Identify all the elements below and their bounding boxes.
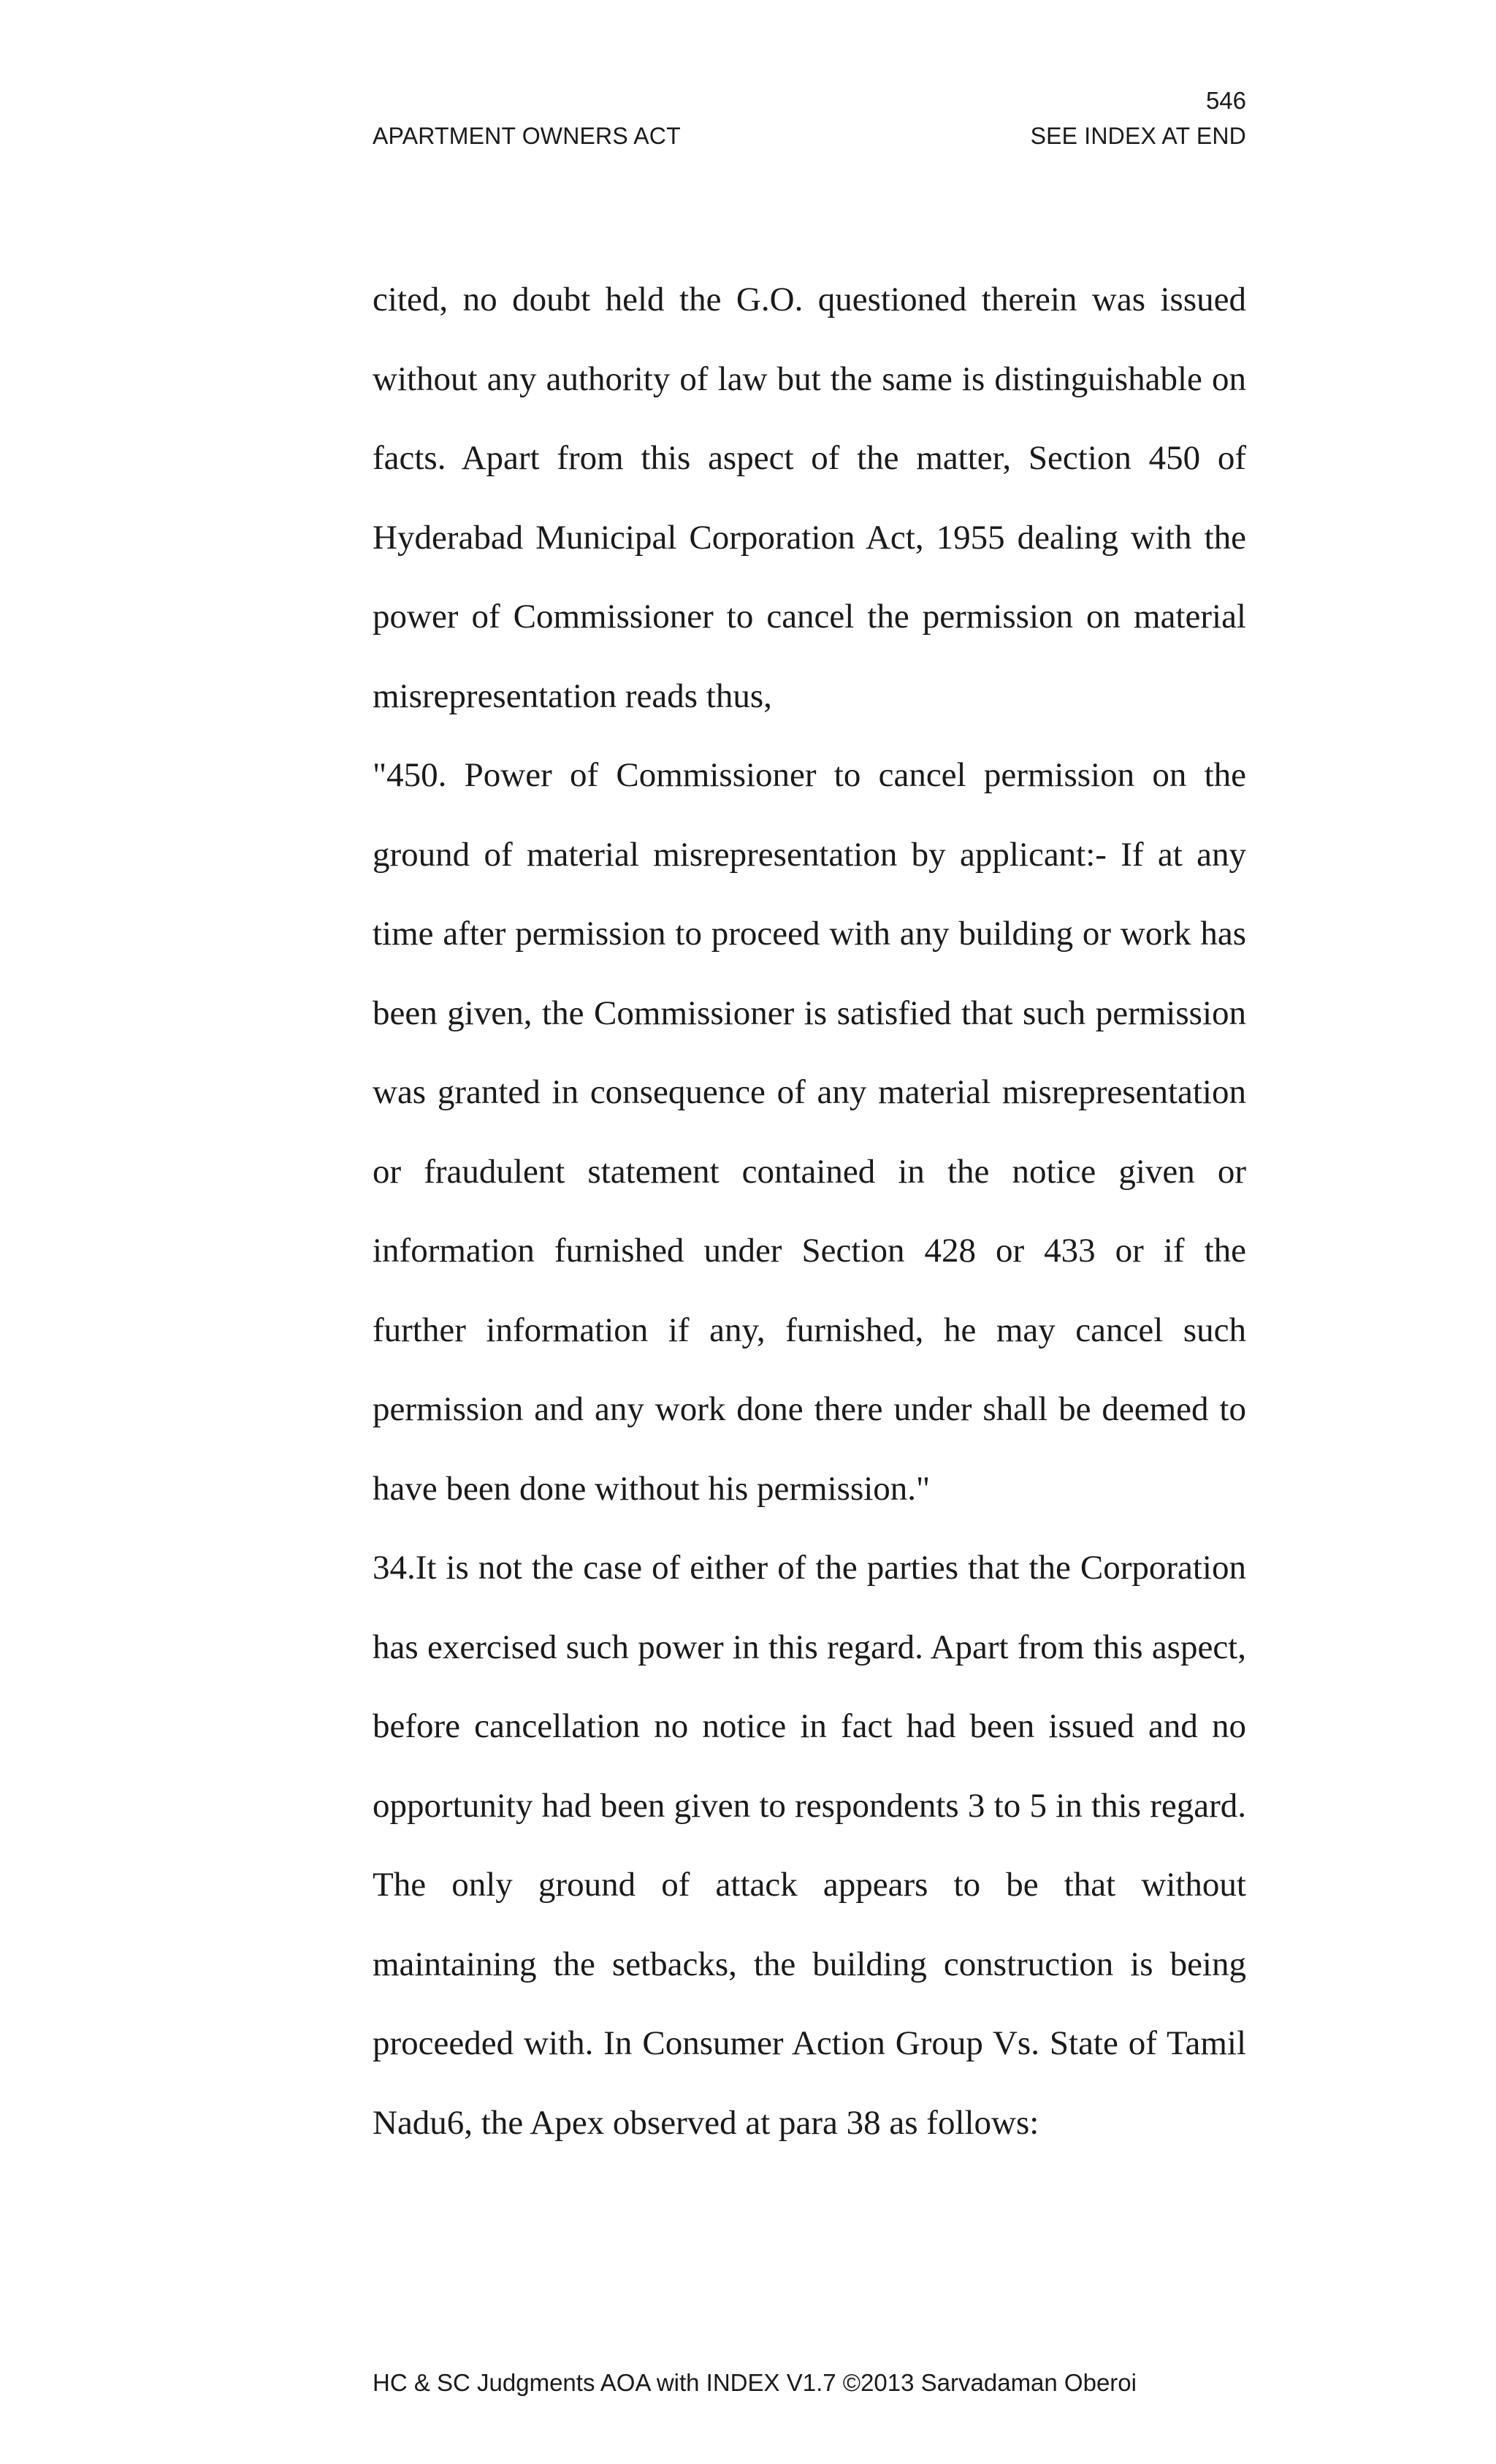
quoted-section-paragraph: "450. Power of Commissioner to cancel permission on the ground of material misrepresentation by applicant:- If at any time after permission to proceed with any building or work has been given, the Commissioner is satisfied that such permission was granted in consequence of any material misrepresentation or fraudulent statement contained in the notice given or information furnished under Section 428 or 433 or if the further information if any, furnished, he may cancel such permission and any work done there under shall be deemed to have been done without his permission." [373,756,1246,1508]
body-paragraph: 34.It is not the case of either of the parties that the Corporation has exercised such power in this regard. Apart from this aspect, before cancellation no notice in fact had been issued and no opportunity had been given to respondents 3 to 5 in this regard. The only ground of attack appears to be that without maintaining the setbacks, the building construction is being proceeded with. In Consumer Action Group Vs. State of Tamil Nadu6, the Apex observed at para 38 as follows: [373,1549,1246,2142]
page-number: 546 [1205,87,1246,114]
document-body [373,260,1246,2162]
header-right-note: SEE INDEX AT END [1030,123,1246,149]
page-footer: HC & SC Judgments AOA with INDEX V1.7 ©2013 Sarvadaman Oberoi [373,2369,1137,2396]
body-paragraph: cited, no doubt held the G.O. questioned therein was issued without any authority of law but the same is distinguishable on facts. Apart from this aspect of the matter, Section 450 of Hyderabad Municipal Corporation Act, 1955 dealing with the power of Commissioner to cancel the permission on material misrepresentation reads thus, [373,281,1246,715]
header-left-title: APARTMENT OWNERS ACT [373,123,681,149]
page-header [373,120,1246,152]
